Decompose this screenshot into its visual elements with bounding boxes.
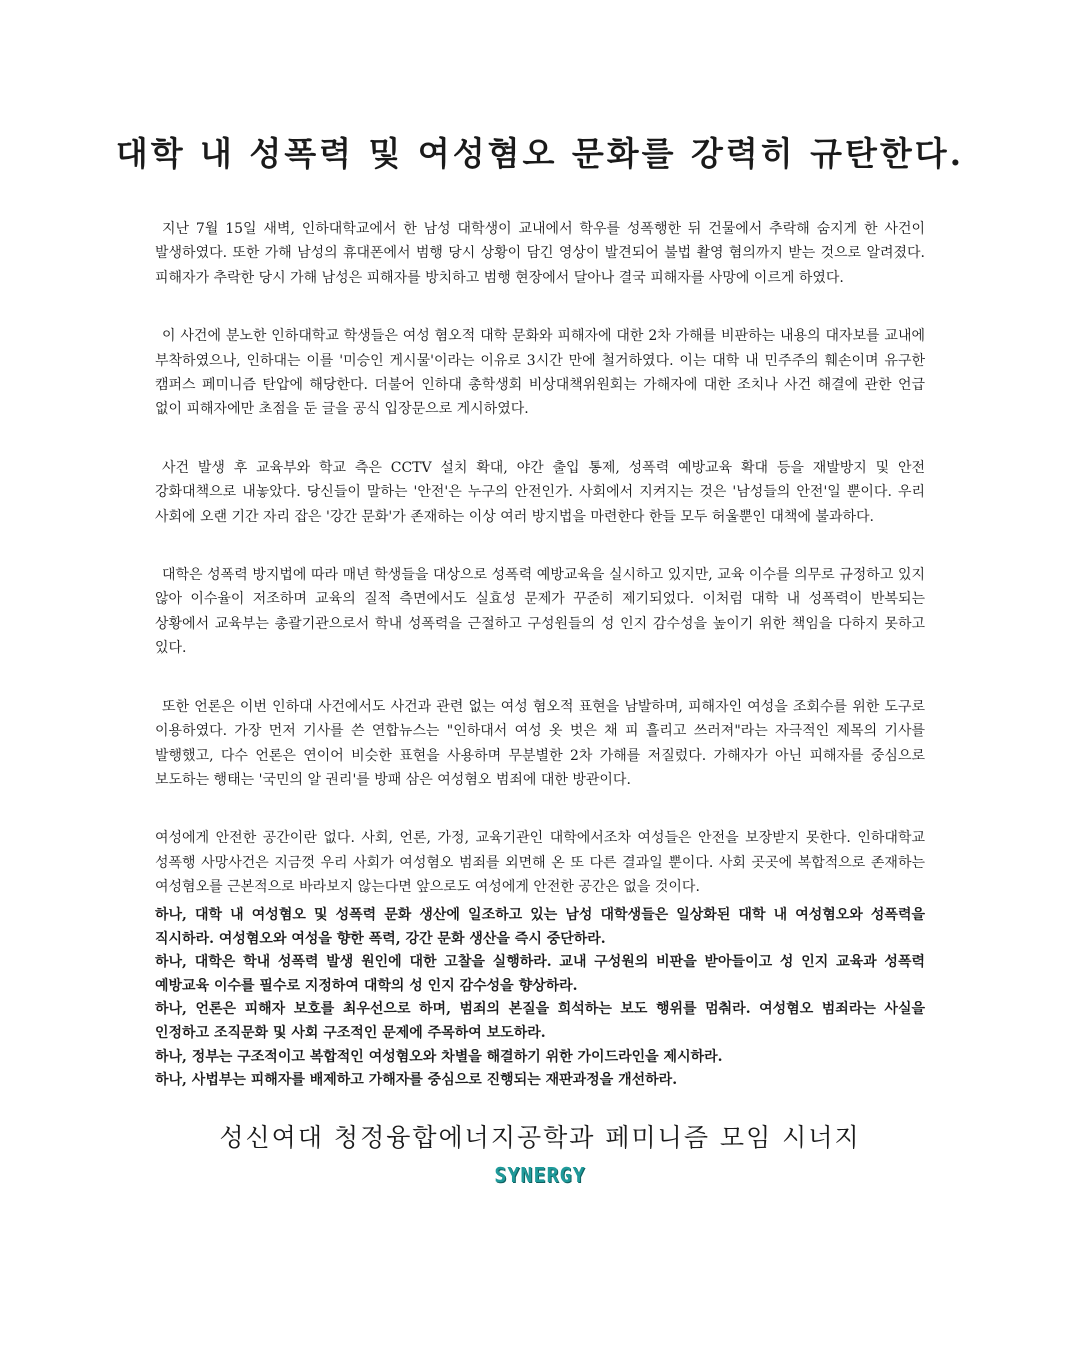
resolution-item: 하나, 정부는 구조적이고 복합적인 여성혐오와 차별을 해결하기 위한 가이드라인을 제시하라. (155, 1048, 723, 1065)
paragraph-incident: 지난 7월 15일 새벽, 인하대학교에서 한 남성 대학생이 교내에서 학우를 성폭행한 뒤 건물에서 추락해 숨지게 한 사건이 발생하였다. 또한 가해 남성의 휴대폰에서 범행 당시 상황이 담긴 영상이 발견되어 불법 촬영 혐의까지 받는 것으로 알려졌다. 피해자가 추락한 당시 가해 남성은 피해자를 방치하고 범행 현장에서 달아나 결국 피해자를 사망에 이르게 하였다. (155, 221, 925, 286)
statement-body (155, 217, 925, 934)
paragraph-education: 대학은 성폭력 방지법에 따라 매년 학생들을 대상으로 성폭력 예방교육을 실시하고 있지만, 교육 이수를 의무로 규정하고 있지 않아 이수율이 저조하며 교육의 질적 측면에서도 실효성 문제가 꾸준히 제기되었다. 이처럼 대학 내 성폭력이 반복되는 상황에서 교육부는 총괄기관으로서 학내 성폭력을 근절하고 구성원들의 성 인지 감수성을 높이기 위한 책임을 다하지 못하고 있다. (155, 567, 925, 657)
resolutions-list (155, 904, 925, 1093)
signature: 성신여대 청정융합에너지공학과 페미니즘 모임 시너지 (219, 1123, 861, 1152)
logo-text: SYNERGY (494, 1163, 586, 1187)
synergy-logo (0, 1163, 1080, 1187)
paragraph-conclusion: 여성에게 안전한 공간이란 없다. 사회, 언론, 가정, 교육기관인 대학에서조차 여성들은 안전을 보장받지 못한다. 인하대학교 성폭행 사망사건은 지금껏 우리 사회가 여성혐오 범죄를 외면해 온 또 다른 결과일 뿐이다. 사회 곳곳에 복합적으로 존재하는 여성혐오를 근본적으로 바라보지 않는다면 앞으로도 여성에게 안전한 공간은 없을 것이다. (155, 830, 925, 896)
resolution-item: 하나, 대학 내 여성혐오 및 성폭력 문화 생산에 일조하고 있는 남성 대학생들은 일상화된 대학 내 여성혐오와 성폭력을 직시하라. 여성혐오와 여성을 향한 폭력, 강간 문화 생산을 즉시 중단하라. (155, 907, 925, 947)
paragraph-safety-measures: 사건 발생 후 교육부와 학교 측은 CCTV 설치 확대, 야간 출입 통제, 성폭력 예방교육 확대 등을 재발방지 및 안전 강화대책으로 내놓았다. 당신들이 말하는 '안전'은 누구의 안전인가. 사회에서 지켜지는 것은 '남성들의 안전'일 뿐이다. 우리 사회에 오랜 기간 자리 잡은 '강간 문화'가 존재하는 이상 여러 방지법을 마련한다 한들 모두 허울뿐인 대책에 불과하다. (155, 459, 925, 525)
resolution-item: 하나, 대학은 학내 성폭력 발생 원인에 대한 고찰을 실행하라. 교내 구성원의 비판을 받아들이고 성 인지 교육과 성폭력 예방교육 이수를 필수로 지정하여 대학의 성 인지 감수성을 향상하라. (155, 954, 925, 994)
resolution-item: 하나, 사법부는 피해자를 배제하고 가해자를 중심으로 진행되는 재판과정을 개선하라. (155, 1072, 678, 1089)
paragraph-poster-removal: 이 사건에 분노한 인하대학교 학생들은 여성 혐오적 대학 문화와 피해자에 대한 2차 가해를 비판하는 내용의 대자보를 교내에 부착하였으나, 인하대는 이를 '미승인 게시물'이라는 이유로 3시간 만에 철거하였다. 이는 대학 내 민주주의 훼손이며 유구한 캠퍼스 페미니즘 탄압에 해당한다. 더불어 인하대 총학생회 비상대책위원회는 가해자에 대한 조치나 사건 해결에 관한 언급 없이 피해자에만 초점을 둔 글을 공식 입장문으로 게시하였다. (155, 328, 925, 418)
resolution-item: 하나, 언론은 피해자 보호를 최우선으로 하며, 범죄의 본질을 희석하는 보도 행위를 멈춰라. 여성혐오 범죄라는 사실을 인정하고 조직문화 및 사회 구조적인 문제에 주목하여 보도하라. (155, 1001, 925, 1041)
paragraph-media: 또한 언론은 이번 인하대 사건에서도 사건과 관련 없는 여성 혐오적 표현을 남발하며, 피해자인 여성을 조회수를 위한 도구로 이용하였다. 가장 먼저 기사를 쓴 연합뉴스는 "인하대서 여성 옷 벗은 채 피 흘리고 쓰러져"라는 자극적인 제목의 기사를 발행했고, 다수 언론은 연이어 비슷한 표현을 사용하며 무분별한 2차 가해를 저질렀다. 가해자가 아닌 피해자를 중심으로 보도하는 행태는 '국민의 알 권리'를 방패 삼은 여성혐오 범죄에 대한 방관이다. (155, 698, 925, 788)
document-title: 대학 내 성폭력 및 여성혐오 문화를 강력히 규탄한다. (115, 134, 965, 173)
